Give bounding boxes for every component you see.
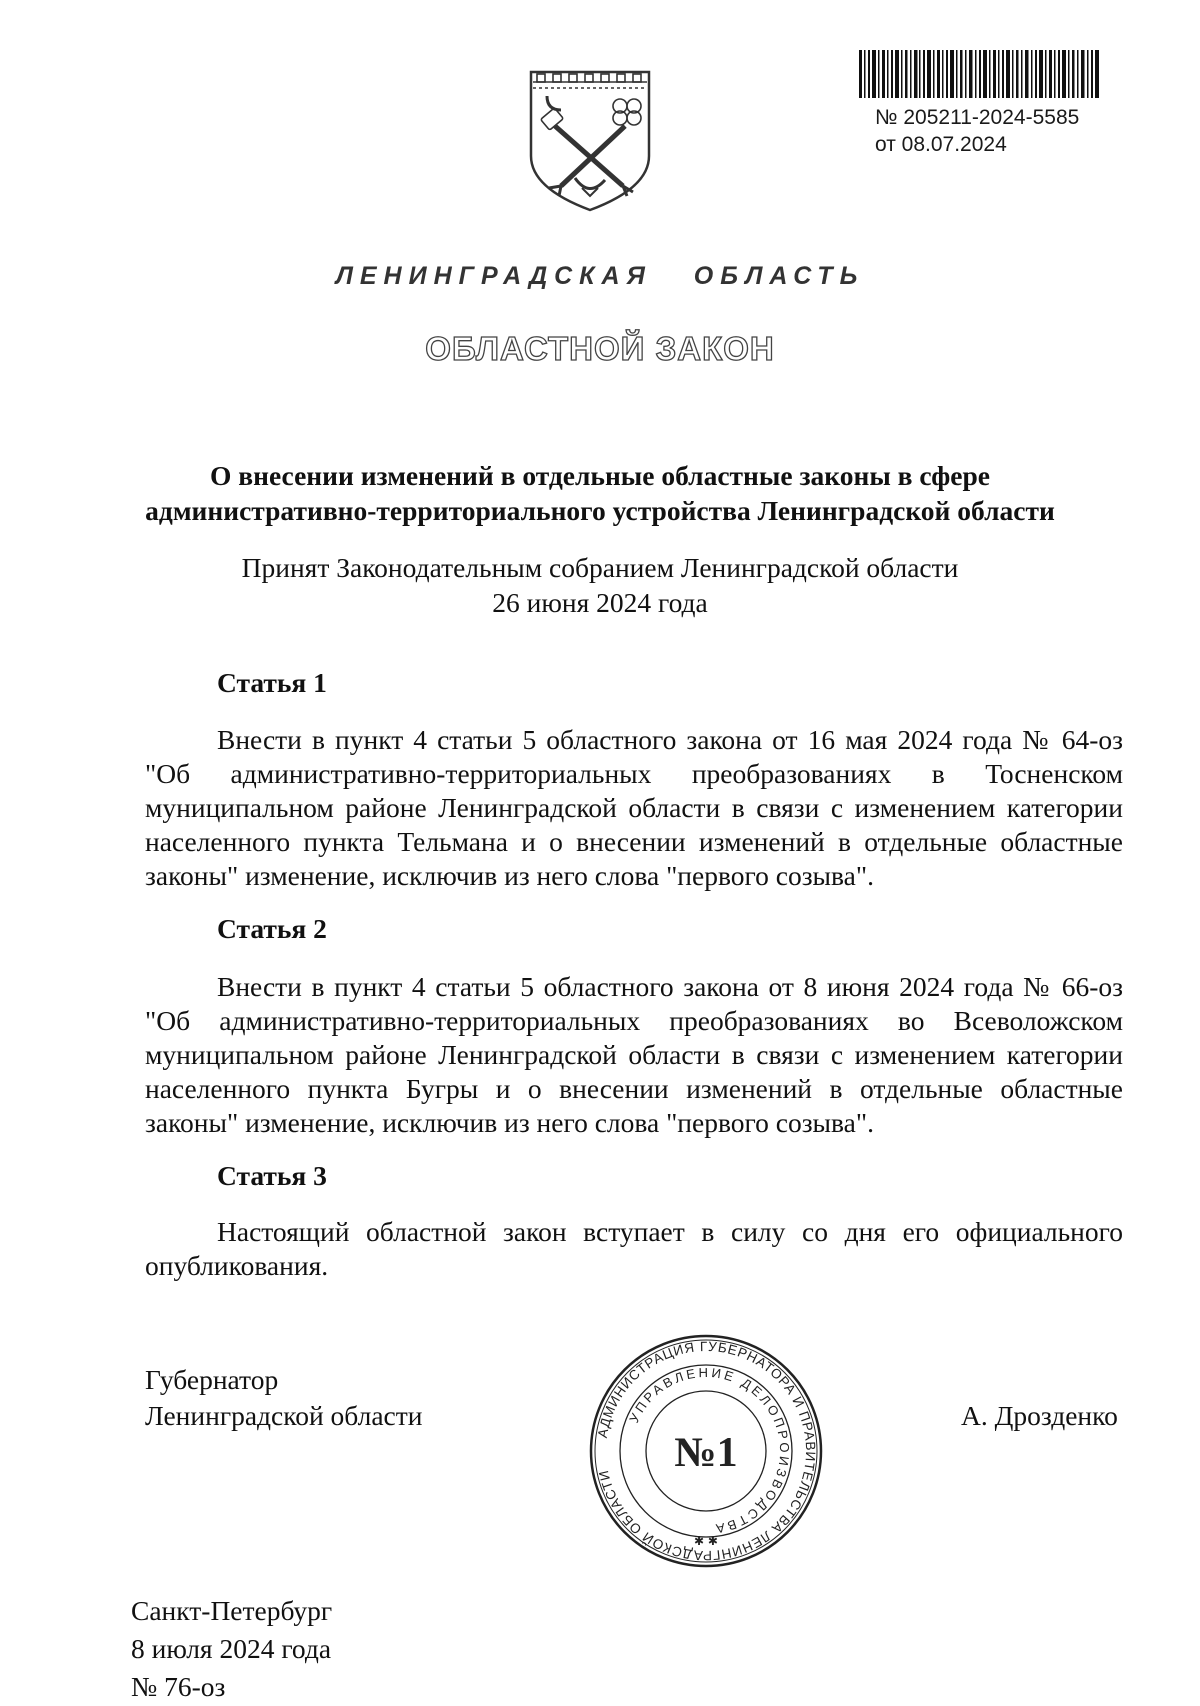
registration-number: № 205211-2024-5585 [875, 106, 1080, 129]
adoption-date: 26 июня 2024 года [492, 587, 708, 618]
law-type-heading: ОБЛАСТНОЙ ЗАКОН [425, 330, 775, 367]
article-3-text [145, 1215, 1123, 1283]
article-3-paragraph: Настоящий областной закон вступает в силу со дня его официального опубликования. [145, 1216, 1123, 1281]
signatory-region: Ленинградской области [145, 1400, 423, 1431]
stamp-star-icon: ✱ ✱ [694, 1534, 718, 1548]
law-title-line: О внесении изменений в отдельные областные законы в сфере [210, 460, 990, 491]
adoption-note [100, 550, 1100, 620]
registration-date: от 08.07.2024 [875, 133, 1007, 156]
place-date-number [131, 1592, 332, 1706]
stamp-outer-text: АДМИНИСТРАЦИЯ ГУБЕРНАТОРА И ПРАВИТЕЛЬСТВА ЛЕНИНГРАДСКОЙ ОБЛАСТИ [594, 1338, 819, 1564]
signatory-title: Губернатор [145, 1364, 279, 1395]
article-2-text [145, 970, 1123, 1140]
signing-date: 8 июля 2024 года [131, 1633, 332, 1664]
stamp-center-number: №1 [674, 1430, 738, 1476]
official-stamp [588, 1333, 824, 1569]
law-title-line: административно-территориального устройства Ленинградской области [145, 495, 1055, 526]
article-1-heading: Статья 1 [217, 667, 327, 698]
signatory-position [145, 1362, 422, 1434]
article-1-text [145, 723, 1123, 893]
registration-info [875, 104, 1079, 158]
adoption-line: Принят Законодательным собранием Ленинградской области [241, 552, 959, 583]
article-2-heading: Статья 2 [217, 913, 327, 944]
article-2-paragraph: Внести в пункт 4 статьи 5 областного закона от 8 июня 2024 года № 66-оз "Об административно-территориальных преобразованиях во Всеволожском муниципальном районе Ленинградской области в связи с изменением категории населенного пункта Бугры и о внесении изменений в отдельные областные законы" изменение, исключив из него слова "первого созыва". [145, 971, 1123, 1138]
article-3-heading: Статья 3 [217, 1160, 327, 1191]
leningrad-oblast-emblem [527, 68, 653, 213]
signatory-name: А. Дрозденко [961, 1400, 1118, 1431]
law-title [100, 458, 1100, 528]
barcode [859, 50, 1099, 98]
law-number: № 76-оз [131, 1671, 226, 1702]
signing-city: Санкт-Петербург [131, 1595, 333, 1626]
article-1-paragraph: Внести в пункт 4 статьи 5 областного закона от 16 мая 2024 года № 64-оз "Об административно-территориальных преобразованиях в Тосненском муниципальном районе Ленинградской области в связи с изменением категории населенного пункта Тельмана и о внесении изменений в отдельные областные законы" изменение, исключив из него слова "первого созыва". [145, 724, 1123, 891]
region-name: ЛЕНИНГРАДСКАЯ ОБЛАСТЬ [335, 262, 865, 290]
stamp-inner-text: УПРАВЛЕНИЕ ДЕЛОПРОИЗВОДСТВА [626, 1364, 793, 1537]
